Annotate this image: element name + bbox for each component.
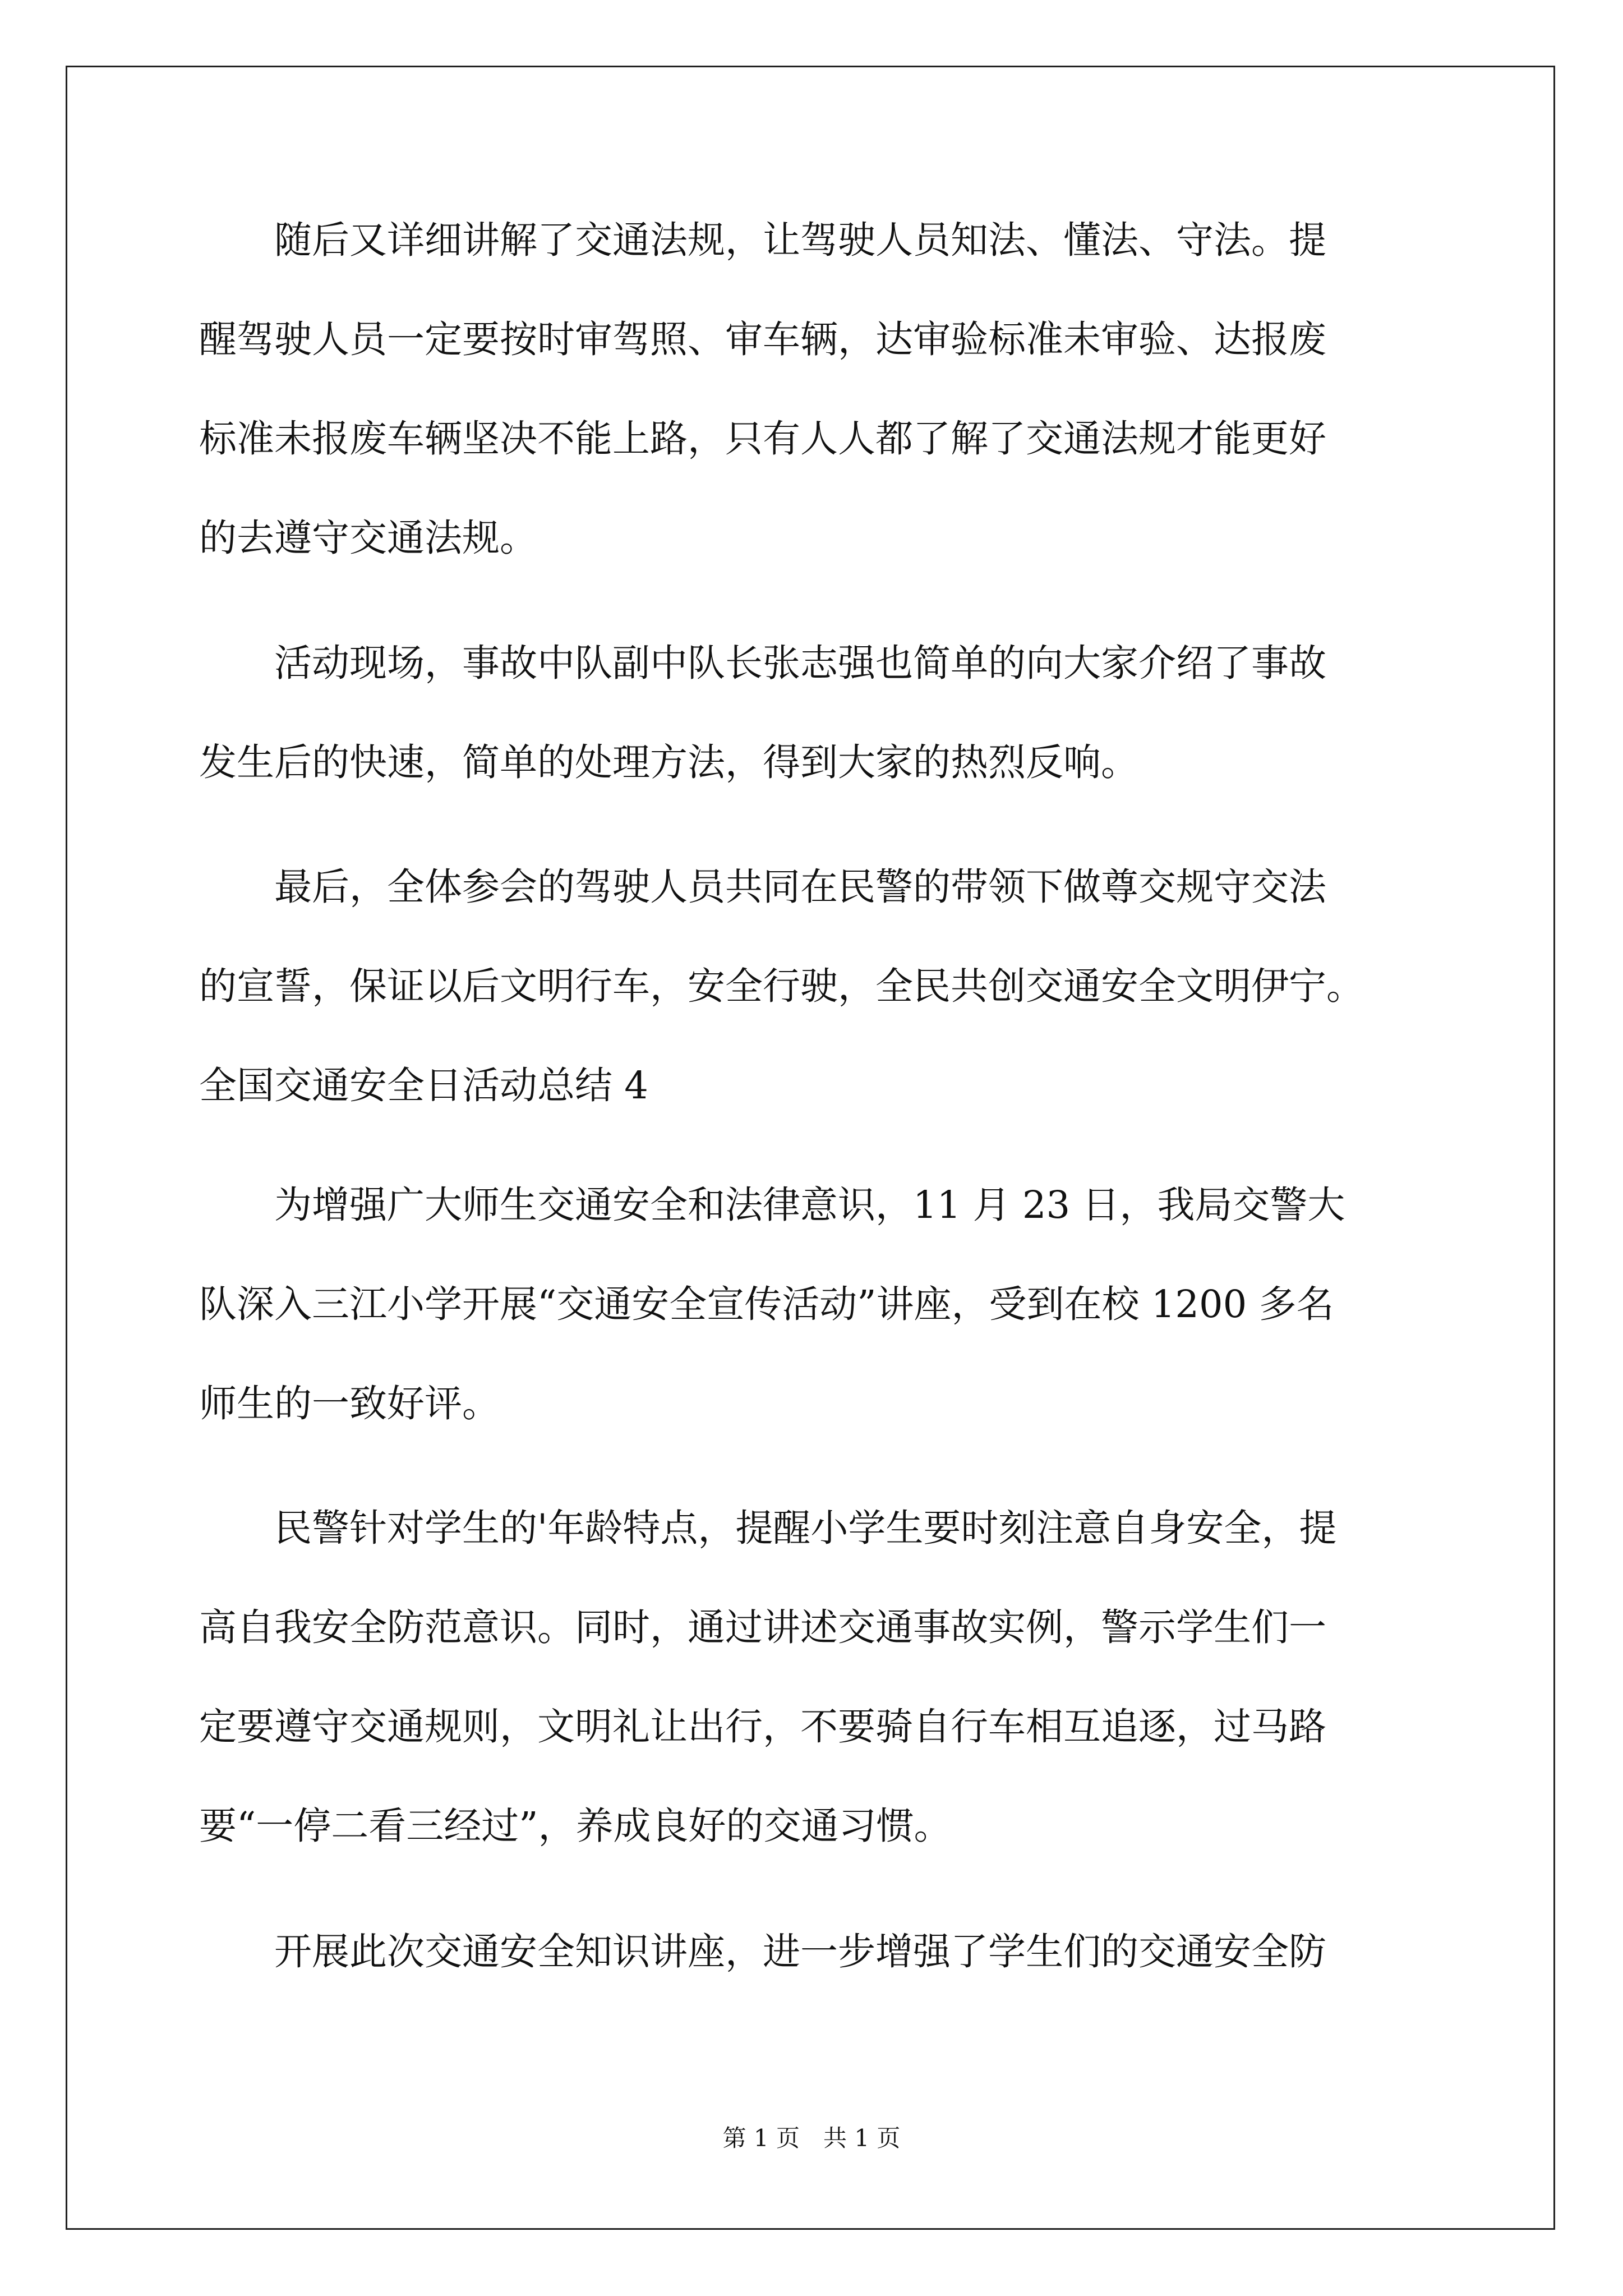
text-line: 民警针对学生的'年龄特点，提醒小学生要时刻注意自身安全，提 bbox=[199, 1506, 1337, 1550]
text-line: 高自我安全防范意识。同时，通过讲述交通事故实例，警示学生们一 bbox=[199, 1605, 1326, 1649]
text-line: 开展此次交通安全知识讲座，进一步增强了学生们的交通安全防 bbox=[199, 1930, 1326, 1973]
text-line: 醒驾驶人员一定要按时审驾照、审车辆，达审验标准未审验、达报废 bbox=[199, 318, 1326, 361]
text-line: 随后又详细讲解了交通法规，让驾驶人员知法、懂法、守法。提 bbox=[199, 218, 1326, 262]
section-heading: 全国交通安全日活动总结 4 bbox=[199, 1064, 648, 1107]
text-line: 的去遵守交通法规。 bbox=[199, 516, 537, 560]
page-footer: 第 1 页 共 1 页 bbox=[722, 2124, 901, 2152]
text-line: 师生的一致好评。 bbox=[199, 1382, 500, 1425]
text-line: 定要遵守交通规则，文明礼让出行，不要骑自行车相互追逐，过马路 bbox=[199, 1705, 1326, 1749]
text-line: 标准未报废车辆坚决不能上路，只有人人都了解了交通法规才能更好 bbox=[199, 417, 1326, 461]
text-line: 队深入三江小学开展“交通安全宣传活动”讲座，受到在校 1200 多名 bbox=[199, 1282, 1334, 1326]
text-line: 活动现场，事故中队副中队长张志强也简单的向大家介绍了事故 bbox=[199, 641, 1326, 685]
text-line: 的宣誓，保证以后文明行车，安全行驶，全民共创交通安全文明伊宁。 bbox=[199, 964, 1364, 1008]
text-line: 最后，全体参会的驾驶人员共同在民警的带领下做尊交规守交法 bbox=[199, 865, 1326, 909]
page-border bbox=[66, 66, 1555, 2230]
text-line: 发生后的快速，简单的处理方法，得到大家的热烈反响。 bbox=[199, 740, 1138, 784]
text-line: 要“一停二看三经过”，养成良好的交通习惯。 bbox=[199, 1804, 952, 1848]
text-line: 为增强广大师生交通安全和法律意识，11 月 23 日，我局交警大 bbox=[199, 1183, 1345, 1227]
